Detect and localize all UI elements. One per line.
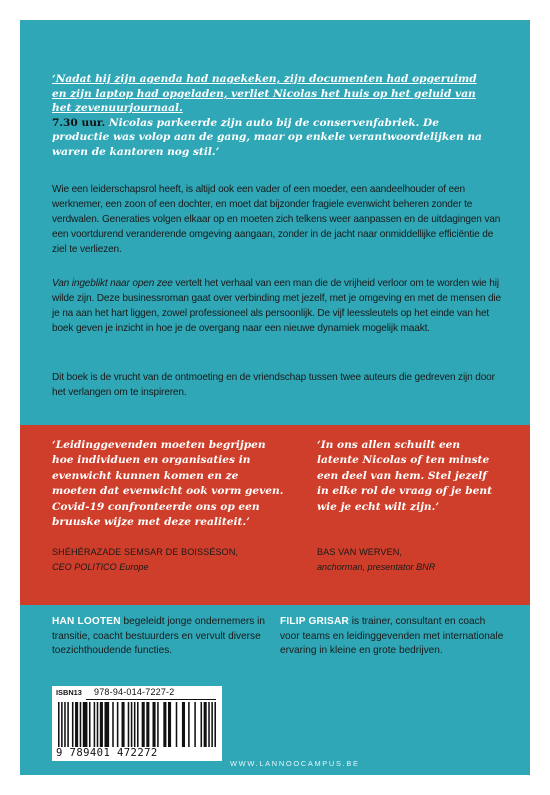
opening-quote-second-paragraph: [52, 116, 492, 160]
barcode-bar: [134, 702, 136, 747]
barcode-bar: [176, 702, 178, 747]
barcode-bar: [208, 702, 210, 747]
barcode-bar: [128, 702, 130, 747]
barcode-bar: [201, 702, 203, 747]
barcode-bar: [146, 702, 149, 747]
body-paragraph-2-text: vertelt het verhaal van een man die de vrijheid verloor om te worden wie hij wilde zijn. Deze businessroman gaat over verbinding met jezelf, met je omgeving en met de mensen die je na aan het hart liggen, zowel professioneel als persoonlijk. De vijf leessleutels op het einde van het boek geven je inzicht in hoe je de overgang naar een nieuwe dynamiek mogelijk maakt.: [52, 278, 501, 334]
barcode-bar: [168, 702, 171, 747]
back-cover: [20, 20, 530, 775]
barcode-bar: [152, 702, 155, 747]
opening-quote-continuation: Nicolas parkeerde zijn auto bij de conservenfabriek. De productie was volop aan de gang, maar op enkele verantwoordelijken na waren de kantoren nog stil.’: [52, 116, 482, 158]
barcode-bar: [75, 702, 78, 747]
barcode-bar: [100, 702, 103, 747]
barcode-bar: [137, 702, 139, 747]
barcode-digits: 9 789401 472272: [56, 747, 158, 759]
body-paragraph-1: Wie een leiderschapsrol heeft, is altijd ook een vader of een moeder, een aandeelhouder of een werknemer, een zoon of een dochter, en moet dat bijzonder fragiele evenwicht beheren zonder te verdwalen. Generaties volgen elkaar op en moeten zich telkens weer aanpassen en de uitdagingen van een voortdurend veranderende omgeving aangaan, zonder in de jacht naar onmiddellijke efficiëntie de ziel te verliezen.: [52, 184, 501, 255]
isbn-divider: [86, 699, 216, 700]
endorsement-role-2: anchorman, presentator BNR: [317, 562, 436, 572]
endorsement-role-1: CEO POLITICO Europe: [52, 562, 149, 572]
barcode-bar: [122, 702, 125, 747]
barcode-bar: [112, 702, 114, 747]
body-paragraph-2: [52, 276, 502, 336]
barcode-bar: [214, 702, 216, 747]
opening-quote-paragraph: ‘Nadat hij zijn agenda had nagekeken, zijn documenten had opgeruimd en zijn laptop had opgeladen, verliet Nicolas het huis op het geluid van het zevenuurjournaal.: [52, 73, 477, 115]
author-bio-text-2: is trainer, consultant en coach voor teams en leidinggevenden met internationale ervaring in kleine en grote bedrijven.: [280, 616, 504, 657]
endorsement-quote-1: ‘Leidinggevenden moeten begrijpen hoe individuen en organisaties in evenwicht kunnen komen en ze moeten dat evenwicht ook vorm geven. Covid-19 confronteerde ons op een bruuske wijze met deze realiteit.’: [52, 439, 284, 529]
author-bio-1: [52, 615, 277, 659]
barcode-bar: [58, 702, 60, 747]
endorsement-quote-2: ‘In ons allen schuilt een latente Nicolas of ten minste een deel van hem. Stel jezelf in elke rol de vraag of je bent wie je echt wilt zijn.’: [317, 439, 493, 513]
barcode-bar: [94, 702, 96, 747]
barcode-bars: [56, 702, 218, 747]
endorsement-name-1: SHÉHÉRAZADE SEMSAR DE BOISSÉSON,: [52, 547, 239, 557]
barcode-bar: [80, 702, 82, 747]
author-name-1: HAN LOOTEN: [52, 616, 121, 627]
barcode-bar: [163, 702, 166, 747]
barcode-bar: [211, 702, 213, 747]
time-marker: 7.30 uur.: [52, 116, 106, 129]
barcode-bar: [204, 702, 207, 747]
barcode-bar: [83, 702, 88, 747]
barcode-panel: [52, 686, 222, 761]
isbn-label: ISBN13: [56, 688, 82, 697]
publisher-url: WWW.LANNOOCAMPUS.BE: [230, 759, 360, 768]
barcode-bar: [97, 702, 99, 747]
isbn-number: 978-94-014-7227-2: [94, 687, 175, 697]
endorsement-name-2: BAS VAN WERVEN,: [317, 547, 403, 557]
author-name-2: FILIP GRISAR: [280, 616, 349, 627]
barcode-bar: [67, 702, 69, 747]
barcode-bar: [61, 702, 63, 747]
barcode-bar: [188, 702, 190, 747]
endorsements-band: [20, 425, 530, 605]
barcode-bar: [142, 702, 145, 747]
barcode-bar: [117, 702, 119, 747]
author-bio-2: [280, 615, 505, 659]
barcode-bar: [182, 702, 185, 747]
barcode-bar: [194, 702, 196, 747]
author-bio-text-1: begeleidt jonge ondernemers in transitie, coacht bestuurders en vervult diverse toezichthoudende functies.: [52, 616, 265, 657]
barcode-bar: [157, 702, 159, 747]
barcode-bar: [72, 702, 74, 747]
body-paragraph-3: Dit boek is de vrucht van de ontmoeting en de vriendschap tussen twee auteurs die gedreven zijn door het verlangen om te inspireren.: [52, 372, 495, 398]
barcode-bar: [131, 702, 133, 747]
opening-quote: [52, 72, 492, 160]
barcode-bar: [89, 702, 91, 747]
barcode-bar: [104, 702, 109, 747]
book-title-reference: Van ingeblikt naar open zee: [52, 278, 173, 289]
barcode-bar: [64, 702, 66, 747]
